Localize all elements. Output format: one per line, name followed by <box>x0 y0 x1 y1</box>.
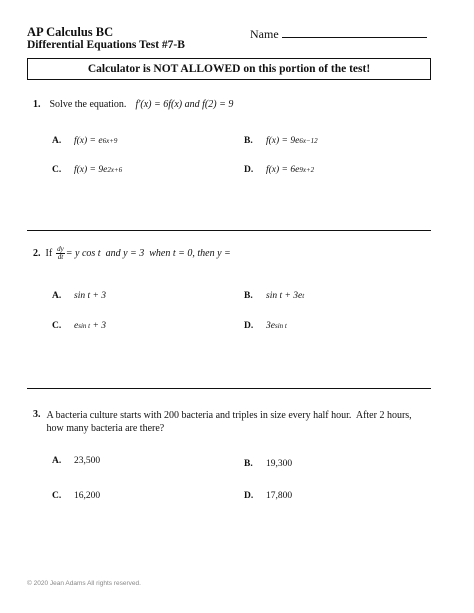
option-letter: C. <box>52 321 62 331</box>
option-value: 16,200 <box>74 491 101 501</box>
option-tail: + 3 <box>90 321 107 331</box>
derivative-fraction <box>56 246 65 261</box>
option-letter: C. <box>52 491 62 501</box>
name-blank-line <box>282 37 427 38</box>
option-letter: B. <box>244 291 253 301</box>
question-2 <box>33 246 231 261</box>
option-letter: C. <box>52 165 62 175</box>
option-value: 17,800 <box>266 491 293 501</box>
calculator-notice-text: Calculator is NOT ALLOWED on this portion of the test! <box>87 63 371 75</box>
option-1b[interactable] <box>244 136 318 146</box>
option-exponent: 6x+9 <box>102 137 118 145</box>
question-3 <box>33 409 433 435</box>
option-1a[interactable] <box>52 136 117 146</box>
option-letter: D. <box>244 165 254 175</box>
option-letter: A. <box>52 136 62 146</box>
option-3b[interactable] <box>244 459 292 469</box>
option-3a[interactable] <box>52 456 100 466</box>
option-2c[interactable] <box>52 321 106 331</box>
option-3c[interactable] <box>52 491 100 501</box>
question-prompt-line-1: A bacteria culture starts with 200 bacteria and triples in size every half hour. After 2 hours, <box>46 410 412 421</box>
test-title: Differential Equations Test #7-B <box>27 39 185 51</box>
option-base: f(x) = 6e <box>266 165 300 175</box>
question-number: 3. <box>33 409 41 420</box>
option-base: f(x) = e <box>74 136 103 146</box>
question-number: 2. <box>33 248 41 259</box>
section-divider <box>27 230 431 231</box>
option-letter: B. <box>244 459 253 469</box>
question-prompt: = y cos t and y = 3 when t = 0, then y = <box>65 248 231 259</box>
option-value: 23,500 <box>74 456 101 466</box>
question-equation: f′(x) = 6f(x) and f(2) = 9 <box>135 99 234 110</box>
option-value: 19,300 <box>266 459 293 469</box>
option-1d[interactable] <box>244 165 314 175</box>
name-label: Name <box>250 27 279 41</box>
calculator-notice-box <box>27 58 431 80</box>
option-2b[interactable] <box>244 291 304 301</box>
question-number: 1. <box>33 99 41 110</box>
option-letter: A. <box>52 456 62 466</box>
option-letter: D. <box>244 321 254 331</box>
question-if: If <box>45 248 53 259</box>
option-exponent: t <box>302 292 305 300</box>
option-3d[interactable] <box>244 491 292 501</box>
option-1c[interactable] <box>52 165 122 175</box>
course-title: AP Calculus BC <box>27 25 114 39</box>
question-prompt: Solve the equation. <box>49 99 127 110</box>
option-exponent: 6x−12 <box>299 137 318 145</box>
option-exponent: 2x+6 <box>107 166 123 174</box>
option-2a[interactable] <box>52 291 106 301</box>
fraction-denominator: dt <box>57 253 64 261</box>
option-base: sin t + 3e <box>266 291 303 301</box>
fraction-numerator: dy <box>57 245 64 253</box>
option-base: 3e <box>266 321 275 331</box>
copyright-footer: © 2020 Jean Adams All rights reserved. <box>27 580 141 587</box>
section-divider <box>27 388 431 389</box>
option-exponent: 9x+2 <box>299 166 315 174</box>
question-1 <box>33 94 233 112</box>
option-2d[interactable] <box>244 321 287 331</box>
option-base: e <box>74 321 79 331</box>
option-letter: B. <box>244 136 253 146</box>
option-exponent: sin t <box>78 322 91 330</box>
option-base: sin t + 3 <box>74 291 107 301</box>
question-prompt-line-2: how many bacteria are there? <box>46 423 165 434</box>
option-letter: A. <box>52 291 62 301</box>
option-base: f(x) = 9e <box>266 136 300 146</box>
option-base: f(x) = 9e <box>74 165 108 175</box>
option-exponent: sin t <box>274 322 287 330</box>
option-letter: D. <box>244 491 254 501</box>
